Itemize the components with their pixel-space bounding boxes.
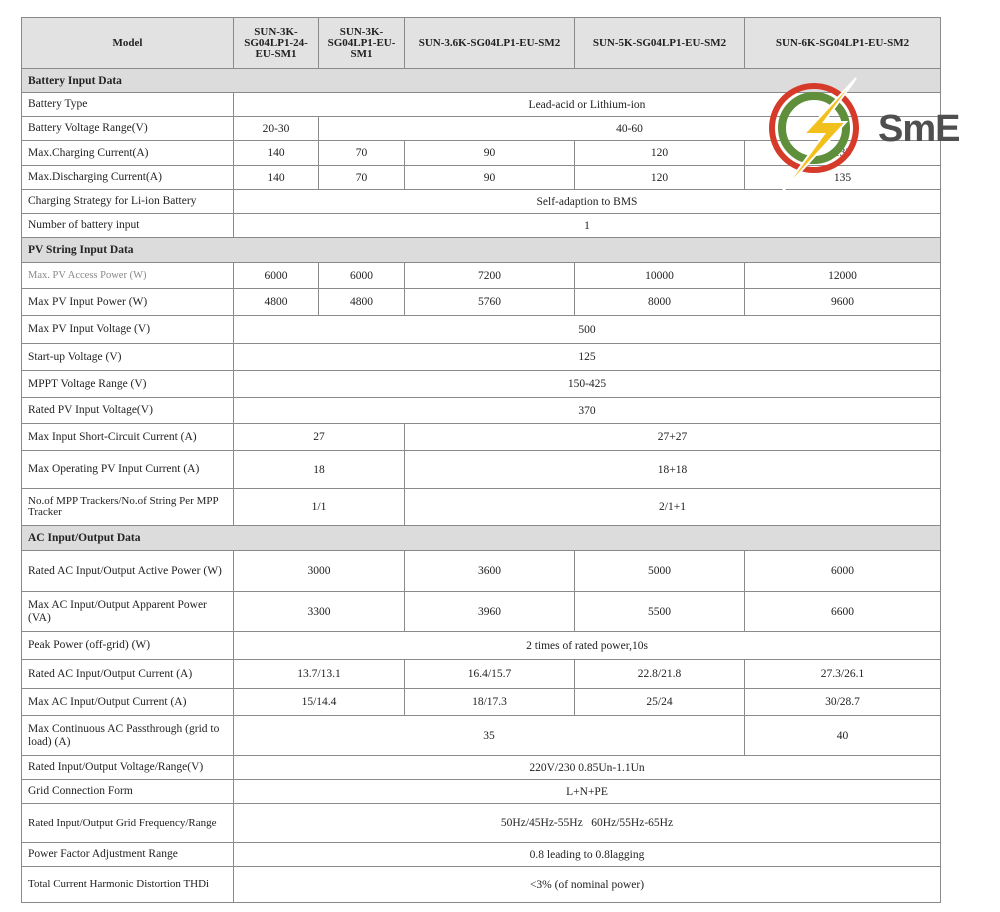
table-row	[22, 689, 941, 716]
table-row	[22, 424, 941, 451]
row-value: 70	[319, 166, 405, 190]
row-value: 4800	[319, 289, 405, 316]
row-value: 3960	[405, 592, 575, 632]
table-row	[22, 489, 941, 526]
row-value: 16.4/15.7	[405, 660, 575, 689]
row-value: 120	[575, 166, 745, 190]
row-label: Max.Discharging Current(A)	[22, 166, 234, 190]
row-value: 135	[745, 141, 941, 166]
table-row	[22, 756, 941, 780]
row-value: 27	[234, 424, 405, 451]
row-label: Charging Strategy for Li-ion Battery	[22, 190, 234, 214]
row-label: Battery Type	[22, 93, 234, 117]
row-value: <3% (of nominal power)	[234, 867, 941, 903]
row-value: 18+18	[405, 451, 941, 489]
row-value: 1	[234, 214, 941, 238]
table-row	[22, 316, 941, 344]
row-label: Max PV Input Voltage (V)	[22, 316, 234, 344]
section-title: PV String Input Data	[22, 238, 941, 263]
row-label: Max Input Short-Circuit Current (A)	[22, 424, 234, 451]
row-value: 500	[234, 316, 941, 344]
row-value: 18/17.3	[405, 689, 575, 716]
table-row	[22, 214, 941, 238]
table-row	[22, 263, 941, 289]
row-value: 3000	[234, 551, 405, 592]
row-label: Max Continuous AC Passthrough (grid to load) (A)	[22, 716, 234, 756]
table-row	[22, 780, 941, 804]
row-value: 35	[234, 716, 745, 756]
row-value: 12000	[745, 263, 941, 289]
row-label: Rated AC Input/Output Current (A)	[22, 660, 234, 689]
row-label: Rated Input/Output Grid Frequency/Range	[22, 804, 234, 843]
header-row	[22, 18, 941, 69]
logo-text: SmE	[878, 108, 960, 150]
column-header: SUN-6K-SG04LP1-EU-SM2	[745, 18, 941, 69]
row-value: 1/1	[234, 489, 405, 526]
column-header: SUN-3K-SG04LP1-24-EU-SM1	[234, 18, 319, 69]
row-value: 125	[234, 344, 941, 371]
row-value: 5500	[575, 592, 745, 632]
row-value: 5000	[575, 551, 745, 592]
row-value: 220V/230 0.85Un-1.1Un	[234, 756, 941, 780]
row-label: Power Factor Adjustment Range	[22, 843, 234, 867]
row-label: Max.Charging Current(A)	[22, 141, 234, 166]
table-row	[22, 344, 941, 371]
row-value: 6000	[745, 551, 941, 592]
row-label: Max Operating PV Input Current (A)	[22, 451, 234, 489]
row-value: 5760	[405, 289, 575, 316]
row-value: 0.8 leading to 0.8lagging	[234, 843, 941, 867]
table-row	[22, 289, 941, 316]
row-value: 27+27	[405, 424, 941, 451]
row-value: 25/24	[575, 689, 745, 716]
table-row	[22, 843, 941, 867]
row-label: Max. PV Access Power (W)	[22, 263, 234, 289]
row-value: 7200	[405, 263, 575, 289]
row-value: 90	[405, 166, 575, 190]
row-value: Lead-acid or Lithium-ion	[234, 93, 941, 117]
table-row	[22, 398, 941, 424]
row-value: 40	[745, 716, 941, 756]
table-row	[22, 551, 941, 592]
table-row	[22, 660, 941, 689]
row-value: L+N+PE	[234, 780, 941, 804]
row-value: 140	[234, 141, 319, 166]
row-value: 15/14.4	[234, 689, 405, 716]
row-value: 50Hz/45Hz-55Hz 60Hz/55Hz-65Hz	[234, 804, 941, 843]
row-value: 2 times of rated power,10s	[234, 632, 941, 660]
row-label: Max AC Input/Output Current (A)	[22, 689, 234, 716]
row-label: MPPT Voltage Range (V)	[22, 371, 234, 398]
row-value: 6000	[234, 263, 319, 289]
row-label: Total Current Harmonic Distortion THDi	[22, 867, 234, 903]
row-value: 120	[575, 141, 745, 166]
row-value: 22.8/21.8	[575, 660, 745, 689]
table-row	[22, 804, 941, 843]
model-header: Model	[22, 18, 234, 69]
row-label: Max AC Input/Output Apparent Power (VA)	[22, 592, 234, 632]
row-value: 150-425	[234, 371, 941, 398]
row-value: 6000	[319, 263, 405, 289]
table-row	[22, 592, 941, 632]
row-value: 8000	[575, 289, 745, 316]
row-value: 13.7/13.1	[234, 660, 405, 689]
table-row	[22, 371, 941, 398]
row-label: Rated PV Input Voltage(V)	[22, 398, 234, 424]
section-title: Battery Input Data	[22, 69, 941, 93]
row-value: 4800	[234, 289, 319, 316]
table-row	[22, 451, 941, 489]
row-value: 2/1+1	[405, 489, 941, 526]
table-row	[22, 867, 941, 903]
row-value: 18	[234, 451, 405, 489]
table-row	[22, 716, 941, 756]
row-label: Grid Connection Form	[22, 780, 234, 804]
lightning-bolt-icon	[764, 76, 884, 194]
row-value: 9600	[745, 289, 941, 316]
row-value: 40-60	[319, 117, 941, 141]
row-value: 6600	[745, 592, 941, 632]
row-value: 27.3/26.1	[745, 660, 941, 689]
row-value: 20-30	[234, 117, 319, 141]
row-value: 90	[405, 141, 575, 166]
table-row	[22, 632, 941, 660]
section-title: AC Input/Output Data	[22, 526, 941, 551]
row-value: 3600	[405, 551, 575, 592]
column-header: SUN-3K-SG04LP1-EU-SM1	[319, 18, 405, 69]
row-value: 3300	[234, 592, 405, 632]
row-value: 135	[745, 166, 941, 190]
section-row	[22, 238, 941, 263]
row-label: Rated Input/Output Voltage/Range(V)	[22, 756, 234, 780]
section-row	[22, 526, 941, 551]
row-value: 140	[234, 166, 319, 190]
row-value: 10000	[575, 263, 745, 289]
column-header: SUN-3.6K-SG04LP1-EU-SM2	[405, 18, 575, 69]
row-label: Max PV Input Power (W)	[22, 289, 234, 316]
row-label: Peak Power (off-grid) (W)	[22, 632, 234, 660]
column-header: SUN-5K-SG04LP1-EU-SM2	[575, 18, 745, 69]
row-label: Battery Voltage Range(V)	[22, 117, 234, 141]
row-value: 370	[234, 398, 941, 424]
row-label: No.of MPP Trackers/No.of String Per MPP Tracker	[22, 489, 234, 526]
row-label: Number of battery input	[22, 214, 234, 238]
row-value: 30/28.7	[745, 689, 941, 716]
row-value: 70	[319, 141, 405, 166]
row-value: Self-adaption to BMS	[234, 190, 941, 214]
row-label: Rated AC Input/Output Active Power (W)	[22, 551, 234, 592]
row-label: Start-up Voltage (V)	[22, 344, 234, 371]
